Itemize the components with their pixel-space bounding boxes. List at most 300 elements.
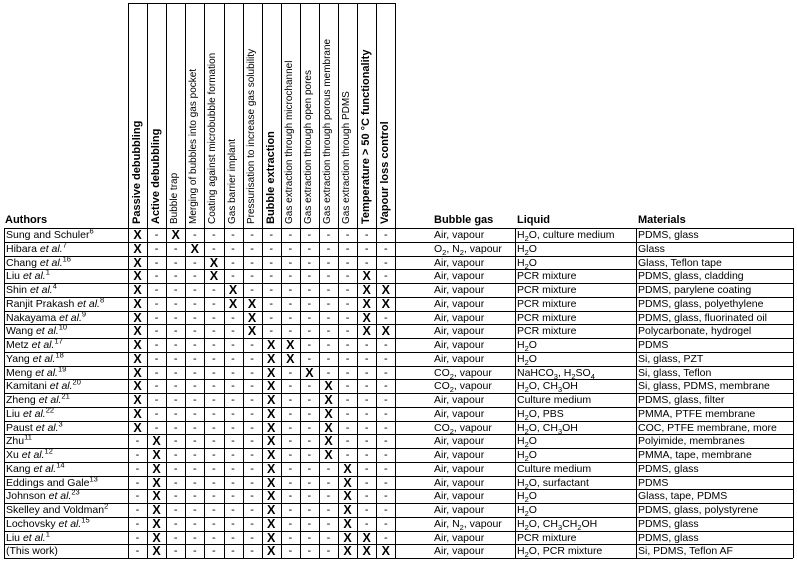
mark-cell: X [133,283,142,297]
mark-cell: - [154,421,159,434]
mark-cell: - [288,504,293,516]
mark-cell: - [231,352,235,365]
mark-cell: - [307,284,312,296]
mark-cell: X [247,310,257,325]
mark-cell: - [307,256,312,269]
bubble-gas-cell: Air, vapour [434,407,485,420]
mark-cell: - [326,242,331,255]
mark-cell: X [267,461,276,476]
liquid-cell: $H_2O$, $CH_3OH$ [517,421,578,436]
mark-cell: - [231,380,235,393]
mark-cell: - [173,462,178,475]
mark-cell: X [152,448,161,462]
mark-cell: - [269,242,274,255]
mark-cell: - [364,229,369,241]
column-divider [395,3,396,558]
mark-cell: - [383,531,388,544]
author-cell: Wang et al.$^{10}$ [6,322,68,338]
column-header-12: Gas extraction through PDMS [341,91,353,224]
mark-cell: - [326,229,331,241]
column-divider [515,228,516,558]
mark-cell: - [326,531,331,544]
bubble-gas-cell: $O_2$, $N_2$, vapour [434,242,502,257]
mark-cell: - [192,517,197,530]
mark-cell: - [288,449,293,461]
mark-cell: - [173,270,178,283]
mark-cell: - [307,242,312,255]
mark-cell: - [135,531,140,544]
mark-cell: - [307,435,312,448]
mark-cell: - [192,270,197,283]
column-divider [376,3,377,558]
mark-cell: - [192,366,197,379]
mark-cell: - [231,545,235,558]
mark-cell: X [267,448,276,462]
mark-cell: - [307,449,312,461]
author-cell: Skelley and Voldman$^2$ [6,501,109,516]
mark-cell: - [250,421,254,434]
liquid-cell: PCR mixture [517,531,577,544]
mark-cell: - [307,545,312,558]
materials-cell: Polyimide, membranes [638,435,745,448]
liquid-cell: PCR mixture [517,297,577,310]
mark-cell: - [135,517,140,530]
mark-cell: - [212,407,216,420]
mark-cell: - [212,476,216,489]
mark-cell: - [250,394,254,406]
row-divider [4,228,793,229]
mark-cell: - [307,380,312,393]
column-header-5: Coating against microbubble formation [207,52,219,224]
mark-cell: X [228,283,238,297]
mark-cell: X [267,420,276,435]
mark-cell: - [231,339,235,351]
mark-cell: - [345,256,350,269]
bubble-gas-cell: Air, vapour [434,311,485,324]
mark-cell: - [231,476,235,489]
mark-cell: - [173,421,178,434]
bubble-gas-cell: Air, vapour [434,325,485,338]
column-divider [281,3,282,558]
mark-cell: X [362,310,371,325]
mark-cell: - [383,394,388,406]
mark-cell: - [154,380,159,393]
mark-cell: X [343,475,352,490]
mark-cell: - [288,380,293,393]
mark-cell: - [192,421,197,434]
mark-cell: - [250,476,254,489]
mark-cell: - [364,242,369,255]
mark-cell: X [209,269,219,284]
mark-cell: X [267,406,276,421]
author-cell: Xu et al.$^{12}$ [6,446,53,461]
mark-cell: - [173,545,178,558]
mark-cell: - [250,407,254,420]
bubble-gas-cell: Air, $N_2$, vapour [434,517,502,532]
mark-cell: - [192,256,197,269]
materials-cell: Glass, tape, PDMS [638,490,728,503]
author-cell: Zheng et al.$^{21}$ [6,391,70,406]
mark-cell: X [133,393,142,407]
mark-cell: - [192,339,197,351]
mark-cell: - [192,284,197,296]
mark-cell: - [192,449,197,461]
author-cell: Lochovsky et al.$^{15}$ [6,515,90,530]
column-header-3: Bubble trap [169,172,181,224]
mark-cell: - [231,325,235,338]
liquid-cell: PCR mixture [517,270,577,283]
mark-cell: - [212,545,216,558]
mark-cell: X [324,406,333,421]
materials-cell: PDMS, glass [638,462,699,475]
mark-cell: X [152,503,161,517]
author-cell: Ranjit Prakash et al.$^8$ [6,295,105,310]
mark-cell: - [288,421,293,434]
author-cell: Liu et al.$^1$ [6,529,50,544]
column-header-14: Vapour loss control [379,121,392,224]
mark-cell: - [212,242,216,255]
mark-cell: - [307,421,312,434]
mark-cell: - [345,449,350,461]
mark-cell: X [362,530,371,545]
author-cell: Shin et al.$^4$ [6,281,57,296]
mark-cell: - [154,366,159,379]
mark-cell: X [190,241,199,256]
mark-cell: - [307,490,312,503]
mark-cell: - [288,311,293,324]
mark-cell: - [288,284,293,296]
mark-cell: - [383,407,388,420]
mark-cell: - [345,394,350,406]
materials-cell: PDMS, parylene coating [638,284,752,296]
mark-cell: X [362,324,371,339]
mark-cell: - [212,380,216,393]
author-cell: Chang et al.$^{16}$ [6,254,71,269]
mark-cell: - [173,297,178,310]
mark-cell: X [133,338,142,352]
mark-cell: - [135,504,140,516]
mark-cell: - [250,517,254,530]
bubble-gas-cell: Air, vapour [434,339,485,351]
mark-cell: - [288,229,293,241]
column-header-9: Gas extraction through microchannel [283,60,295,224]
mark-cell: - [154,284,159,296]
mark-cell: - [307,531,312,544]
column-header-8: Bubble extraction [264,131,277,224]
mark-cell: - [231,407,235,420]
mark-cell: - [250,435,254,448]
column-divider [636,228,637,558]
mark-cell: - [154,407,159,420]
mark-cell: X [267,379,276,394]
author-cell: Liu et al.$^{22}$ [6,405,55,420]
mark-cell: - [307,270,312,283]
liquid-cell: Culture medium [517,462,592,475]
mark-cell: - [231,462,235,475]
mark-cell: X [152,544,161,559]
mark-cell: X [133,379,142,394]
mark-cell: - [212,366,216,379]
mark-cell: - [288,325,293,338]
mark-cell: X [343,489,352,504]
mark-cell: - [231,256,235,269]
row-divider [4,324,793,325]
mark-cell: - [212,352,216,365]
bubble-gas-cell: Air, vapour [434,297,485,310]
mark-cell: - [364,449,369,461]
materials-cell: PDMS, glass [638,531,699,544]
mark-cell: X [267,516,276,531]
materials-cell: PDMS [638,339,669,351]
column-divider [319,3,320,558]
mark-cell: - [250,229,254,241]
author-cell: (This work) [6,545,58,558]
bubble-gas-cell: Air, vapour [434,462,485,475]
mark-cell: - [364,490,369,503]
column-divider [357,3,358,558]
liquid-cell: NaHCO$_3$, $H_2SO_4$ [517,366,595,381]
bubble-gas-cell: Air, vapour [434,504,485,516]
row-divider [4,379,793,380]
bubble-gas-cell: Air, vapour [434,229,485,241]
mark-cell: X [267,475,276,490]
bubble-gas-cell: Air, vapour [434,545,485,558]
mark-cell: - [231,311,235,324]
liquid-cell: PCR mixture [517,284,577,296]
liquid-cell: $H_2O$ [517,504,537,519]
author-cell: Metz et al.$^{17}$ [6,336,63,351]
mark-cell: - [326,325,331,338]
author-cell: Hibara et al.$^7$ [6,240,67,255]
mark-cell: - [135,435,140,448]
mark-cell: - [326,517,331,530]
mark-cell: - [269,284,274,296]
mark-cell: - [364,407,369,420]
mark-cell: - [383,380,388,393]
row-divider [4,338,793,339]
mark-cell: - [326,504,331,516]
row-divider [4,531,793,532]
mark-cell: - [288,545,293,558]
mark-cell: X [362,283,371,297]
column-divider [338,3,339,558]
liquid-cell: $H_2O$ [517,352,537,367]
mark-cell: X [324,434,333,449]
column-header-6: Gas barrier implant [226,138,238,224]
mark-cell: - [154,256,159,269]
mark-cell: - [288,297,293,310]
mark-cell: - [345,270,350,283]
mark-cell: X [324,393,333,407]
row-divider [4,489,793,490]
mark-cell: - [154,352,159,365]
materials-cell: PDMS, glass, polyethylene [638,297,764,310]
row-divider [4,407,793,408]
mark-cell: - [307,339,312,351]
liquid-cell: Culture medium [517,394,592,406]
mark-cell: - [326,490,331,503]
column-header-11: Gas extraction through porous membrane [322,38,333,224]
mark-cell: - [231,531,235,544]
mark-cell: - [173,407,178,420]
row-divider [4,421,793,422]
mark-cell: X [133,324,142,339]
mark-cell: - [173,380,178,393]
mark-cell: - [383,352,388,365]
materials-cell: PDMS, glass, fluorinated oil [638,311,767,324]
mark-cell: - [173,504,178,516]
row-divider [4,544,793,545]
mark-cell: - [288,435,293,448]
materials-cell: PDMS, glass [638,517,699,530]
materials-cell: COC, PTFE membrane, more [638,421,777,434]
mark-cell: X [343,516,352,531]
materials-cell: PDMS [638,476,669,489]
mark-cell: - [307,476,312,489]
liquid-cell: $H_2O$ [517,242,537,257]
mark-cell: - [250,449,254,461]
mark-cell: - [212,311,216,324]
mark-cell: - [192,490,197,503]
mark-cell: - [192,545,197,558]
mark-cell: X [324,420,333,435]
liquid-cell: PCR mixture [517,325,577,338]
mark-cell: - [364,366,369,379]
mark-cell: - [326,311,331,324]
mark-cell: X [381,544,390,559]
mark-cell: - [364,517,369,530]
mark-cell: - [173,352,178,365]
mark-cell: - [345,242,350,255]
author-cell: Meng et al.$^{19}$ [6,364,67,379]
mark-cell: - [231,421,235,434]
mark-cell: - [383,517,388,530]
mark-cell: X [133,269,142,284]
mark-cell: - [192,352,197,365]
mark-cell: - [154,229,159,241]
mark-cell: - [307,517,312,530]
liquid-cell: $H_2O$ [517,449,537,464]
column-divider [243,3,244,558]
mark-cell: - [173,325,178,338]
mark-cell: X [267,338,276,352]
mark-cell: X [209,255,219,270]
mark-cell: X [324,379,333,394]
liquid-cell: $H_2O$, $CH_3OH$ [517,380,578,395]
row-divider [4,269,793,270]
bubble-gas-cell: Air, vapour [434,270,485,283]
row-divider [4,311,793,312]
liquid-cell: PCR mixture [517,311,577,324]
materials-cell: Glass, Teflon tape [638,256,722,269]
mark-cell: - [173,490,178,503]
mark-cell: - [364,421,369,434]
mark-cell: - [326,476,331,489]
materials-cell: Si, PDMS, Teflon AF [638,545,733,558]
mark-cell: X [171,228,180,242]
row-divider [4,503,793,504]
bubble-gas-cell: Air, vapour [434,449,485,461]
mark-cell: - [231,366,235,379]
mark-cell: - [326,339,331,351]
mark-cell: - [192,476,197,489]
mark-cell: - [383,421,388,434]
mark-cell: - [345,284,350,296]
materials-cell: PMMA, PTFE membrane [638,407,756,420]
mark-cell: - [135,490,140,503]
mark-cell: - [269,256,274,269]
mark-cell: - [288,517,293,530]
mark-cell: - [212,325,216,338]
mark-cell: - [383,256,388,269]
mark-cell: - [173,435,178,448]
mark-cell: - [192,531,197,544]
mark-cell: - [173,242,178,255]
mark-cell: - [231,270,235,283]
mark-cell: - [231,449,235,461]
mark-cell: X [267,365,276,380]
row-divider [4,366,793,367]
bubble-gas-cell: $CO_2$, vapour [434,421,492,436]
materials-cell: PDMS, glass, cladding [638,270,744,283]
mark-cell: - [135,462,140,475]
mark-cell: X [343,461,352,476]
mark-cell: - [345,435,350,448]
mark-cell: - [364,394,369,406]
column-header-2: Active debubbling [150,128,163,224]
mark-cell: - [307,311,312,324]
mark-cell: - [288,462,293,475]
mark-cell: - [154,339,159,351]
mark-cell: X [152,475,161,490]
mark-cell: - [288,490,293,503]
mark-cell: - [345,297,350,310]
column-divider [262,3,263,558]
mark-cell: - [192,462,197,475]
mark-cell: - [307,325,312,338]
mark-cell: X [381,283,390,297]
mark-cell: - [364,339,369,351]
mark-cell: - [269,311,274,324]
mark-cell: - [231,242,235,255]
mark-cell: - [250,462,254,475]
mark-cell: - [154,394,159,406]
mark-cell: X [133,406,142,421]
mark-cell: - [364,380,369,393]
mark-cell: - [383,242,388,255]
column-header-1: Passive debubbling [131,120,143,224]
mark-cell: - [307,504,312,516]
mark-cell: X [133,228,142,242]
mark-cell: - [288,394,293,406]
mark-cell: - [212,435,216,448]
mark-cell: - [383,311,388,324]
mark-cell: X [267,393,276,407]
mark-cell: - [288,270,293,283]
mark-cell: - [250,242,254,255]
row-divider [4,476,793,477]
mark-cell: - [231,229,235,241]
mark-cell: X [152,489,161,504]
liquid-cell: $H_2O$ [517,256,537,271]
mark-cell: - [345,407,350,420]
mark-cell: X [343,503,352,517]
column-divider [204,3,205,558]
materials-cell: PDMS, glass [638,229,699,241]
mark-cell: - [288,531,293,544]
mark-cell: - [307,394,312,406]
mark-cell: - [212,394,216,406]
